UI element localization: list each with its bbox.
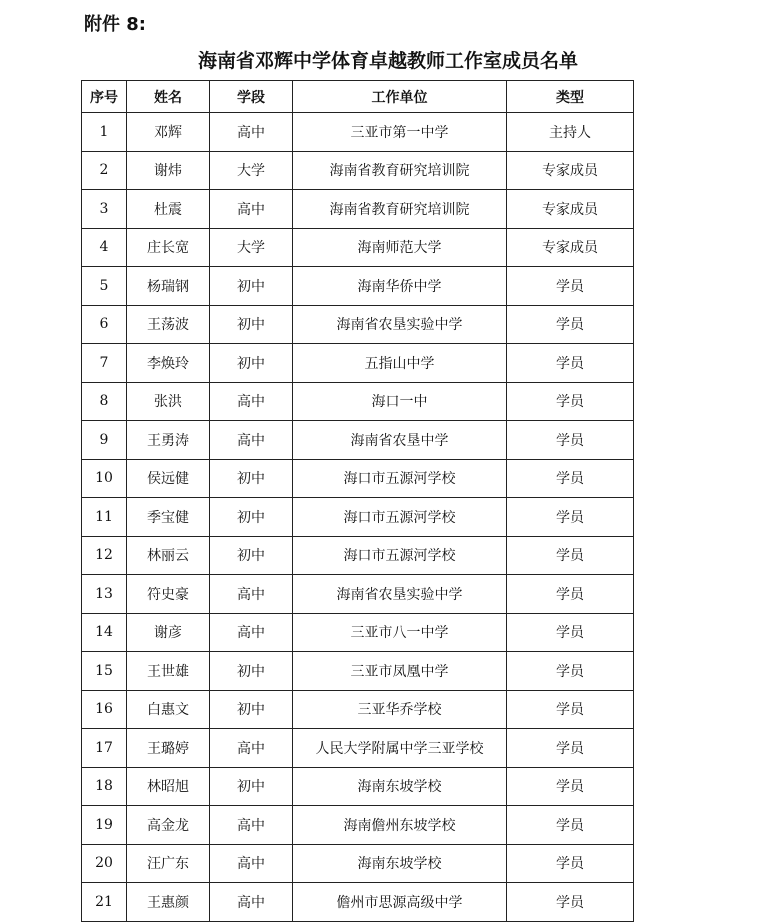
cell-level: 初中 xyxy=(210,652,293,691)
cell-index: 20 xyxy=(82,844,127,883)
cell-index: 14 xyxy=(82,613,127,652)
cell-workplace: 三亚市凤凰中学 xyxy=(293,652,507,691)
table-row xyxy=(82,575,634,614)
table-row xyxy=(82,613,634,652)
cell-workplace: 三亚华乔学校 xyxy=(293,690,507,729)
table-row xyxy=(82,459,634,498)
cell-workplace: 儋州市思源高级中学 xyxy=(293,883,507,922)
cell-workplace: 人民大学附属中学三亚学校 xyxy=(293,729,507,768)
cell-name: 林昭旭 xyxy=(127,767,210,806)
cell-workplace: 海南省教育研究培训院 xyxy=(293,190,507,229)
cell-name: 汪广东 xyxy=(127,844,210,883)
cell-index: 21 xyxy=(82,883,127,922)
table-body xyxy=(82,113,634,922)
table-row xyxy=(82,498,634,537)
cell-index: 18 xyxy=(82,767,127,806)
cell-level: 高中 xyxy=(210,883,293,922)
table-row xyxy=(82,305,634,344)
cell-index: 3 xyxy=(82,190,127,229)
cell-name: 王世雄 xyxy=(127,652,210,691)
cell-level: 高中 xyxy=(210,382,293,421)
cell-index: 9 xyxy=(82,421,127,460)
cell-index: 2 xyxy=(82,151,127,190)
table-row xyxy=(82,536,634,575)
table-row xyxy=(82,844,634,883)
cell-type: 专家成员 xyxy=(507,190,634,229)
cell-name: 王荡波 xyxy=(127,305,210,344)
table-row xyxy=(82,729,634,768)
cell-workplace: 海南东坡学校 xyxy=(293,767,507,806)
cell-workplace: 海南华侨中学 xyxy=(293,267,507,306)
cell-index: 5 xyxy=(82,267,127,306)
table-row xyxy=(82,344,634,383)
cell-workplace: 海南儋州东坡学校 xyxy=(293,806,507,845)
header-index: 序号 xyxy=(82,81,127,113)
cell-level: 高中 xyxy=(210,421,293,460)
cell-type: 学员 xyxy=(507,498,634,537)
cell-level: 初中 xyxy=(210,498,293,537)
cell-name: 符史豪 xyxy=(127,575,210,614)
cell-workplace: 海口一中 xyxy=(293,382,507,421)
cell-type: 学员 xyxy=(507,459,634,498)
header-type: 类型 xyxy=(507,81,634,113)
cell-workplace: 三亚市第一中学 xyxy=(293,113,507,152)
cell-name: 李焕玲 xyxy=(127,344,210,383)
cell-level: 高中 xyxy=(210,113,293,152)
cell-type: 学员 xyxy=(507,382,634,421)
cell-level: 高中 xyxy=(210,575,293,614)
cell-workplace: 海口市五源河学校 xyxy=(293,459,507,498)
cell-workplace: 海南师范大学 xyxy=(293,228,507,267)
cell-level: 初中 xyxy=(210,536,293,575)
cell-level: 初中 xyxy=(210,305,293,344)
cell-name: 邓辉 xyxy=(127,113,210,152)
cell-index: 1 xyxy=(82,113,127,152)
cell-name: 庄长宽 xyxy=(127,228,210,267)
cell-type: 学员 xyxy=(507,690,634,729)
cell-index: 12 xyxy=(82,536,127,575)
cell-type: 学员 xyxy=(507,844,634,883)
cell-level: 初中 xyxy=(210,459,293,498)
cell-type: 学员 xyxy=(507,305,634,344)
cell-index: 10 xyxy=(82,459,127,498)
table-row xyxy=(82,267,634,306)
cell-index: 15 xyxy=(82,652,127,691)
cell-name: 白惠文 xyxy=(127,690,210,729)
table-row xyxy=(82,806,634,845)
header-name: 姓名 xyxy=(127,81,210,113)
cell-index: 8 xyxy=(82,382,127,421)
cell-name: 张洪 xyxy=(127,382,210,421)
header-workplace: 工作单位 xyxy=(293,81,507,113)
table-row xyxy=(82,690,634,729)
table-row xyxy=(82,228,634,267)
table-header-row xyxy=(82,81,634,113)
cell-index: 19 xyxy=(82,806,127,845)
cell-type: 学员 xyxy=(507,767,634,806)
cell-index: 6 xyxy=(82,305,127,344)
cell-type: 学员 xyxy=(507,883,634,922)
cell-level: 高中 xyxy=(210,613,293,652)
table-row xyxy=(82,382,634,421)
cell-type: 学员 xyxy=(507,806,634,845)
table-row xyxy=(82,113,634,152)
cell-type: 学员 xyxy=(507,652,634,691)
cell-name: 王勇涛 xyxy=(127,421,210,460)
table-row xyxy=(82,767,634,806)
cell-level: 初中 xyxy=(210,344,293,383)
cell-workplace: 海口市五源河学校 xyxy=(293,536,507,575)
cell-workplace: 海南省农垦中学 xyxy=(293,421,507,460)
document-title: 海南省邓辉中学体育卓越教师工作室成员名单 xyxy=(197,50,578,72)
table-row xyxy=(82,652,634,691)
cell-index: 16 xyxy=(82,690,127,729)
cell-name: 谢彦 xyxy=(127,613,210,652)
cell-level: 初中 xyxy=(210,690,293,729)
cell-name: 季宝健 xyxy=(127,498,210,537)
cell-type: 学员 xyxy=(507,267,634,306)
cell-type: 学员 xyxy=(507,536,634,575)
cell-index: 17 xyxy=(82,729,127,768)
cell-workplace: 三亚市八一中学 xyxy=(293,613,507,652)
cell-name: 侯远健 xyxy=(127,459,210,498)
table-row xyxy=(82,151,634,190)
cell-workplace: 海南省农垦实验中学 xyxy=(293,305,507,344)
cell-workplace: 海南省教育研究培训院 xyxy=(293,151,507,190)
cell-level: 高中 xyxy=(210,844,293,883)
cell-workplace: 海口市五源河学校 xyxy=(293,498,507,537)
cell-index: 13 xyxy=(82,575,127,614)
cell-index: 11 xyxy=(82,498,127,537)
cell-name: 高金龙 xyxy=(127,806,210,845)
cell-type: 学员 xyxy=(507,613,634,652)
cell-workplace: 海南东坡学校 xyxy=(293,844,507,883)
cell-type: 学员 xyxy=(507,729,634,768)
cell-level: 大学 xyxy=(210,151,293,190)
cell-type: 专家成员 xyxy=(507,228,634,267)
cell-level: 初中 xyxy=(210,767,293,806)
table-row xyxy=(82,421,634,460)
cell-type: 学员 xyxy=(507,575,634,614)
cell-level: 高中 xyxy=(210,806,293,845)
cell-index: 4 xyxy=(82,228,127,267)
table-row xyxy=(82,190,634,229)
cell-level: 大学 xyxy=(210,228,293,267)
cell-level: 高中 xyxy=(210,190,293,229)
cell-name: 王璐婷 xyxy=(127,729,210,768)
cell-type: 专家成员 xyxy=(507,151,634,190)
cell-name: 林丽云 xyxy=(127,536,210,575)
cell-type: 主持人 xyxy=(507,113,634,152)
cell-type: 学员 xyxy=(507,344,634,383)
cell-name: 杜震 xyxy=(127,190,210,229)
header-level: 学段 xyxy=(210,81,293,113)
cell-level: 初中 xyxy=(210,267,293,306)
cell-level: 高中 xyxy=(210,729,293,768)
cell-name: 王惠颜 xyxy=(127,883,210,922)
attachment-label: 附件 8: xyxy=(84,14,146,35)
cell-index: 7 xyxy=(82,344,127,383)
cell-workplace: 海南省农垦实验中学 xyxy=(293,575,507,614)
member-table xyxy=(81,80,634,922)
cell-name: 杨瑞钢 xyxy=(127,267,210,306)
cell-type: 学员 xyxy=(507,421,634,460)
cell-name: 谢炜 xyxy=(127,151,210,190)
cell-workplace: 五指山中学 xyxy=(293,344,507,383)
table-row xyxy=(82,883,634,922)
